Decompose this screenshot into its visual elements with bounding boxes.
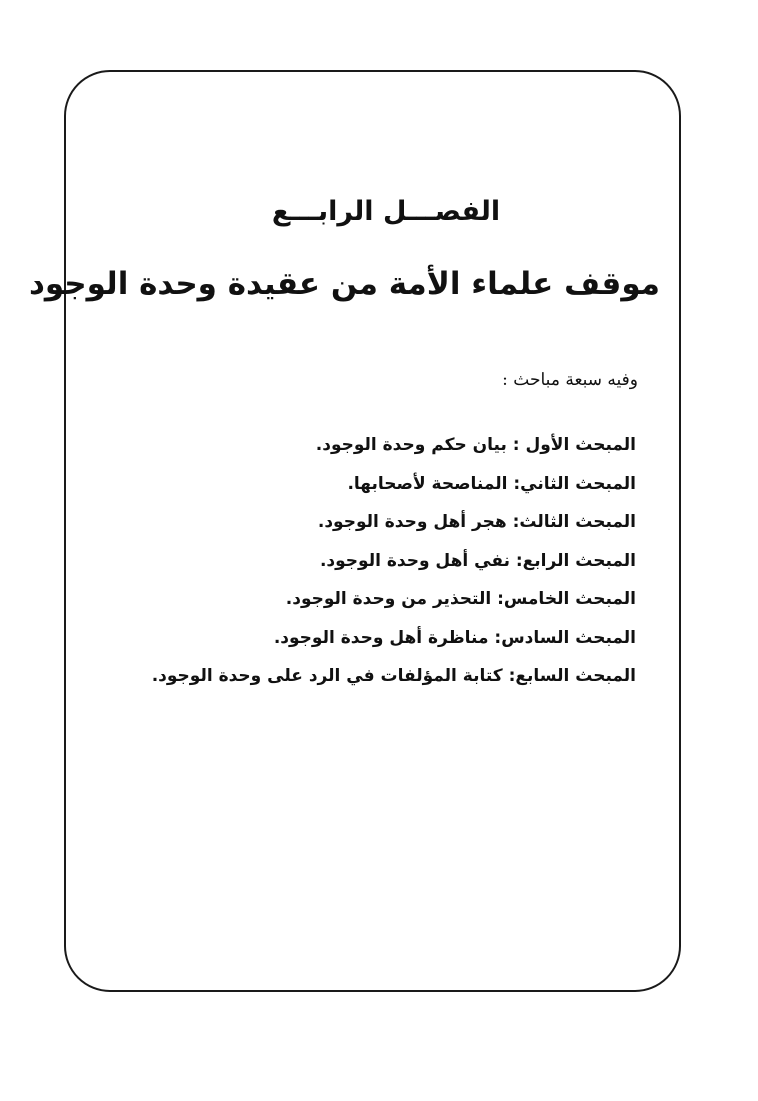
sections-list xyxy=(136,426,636,696)
section-item-5: المبحث الخامس: التحذير من وحدة الوجود. xyxy=(285,589,636,609)
section-item-7: المبحث السابع: كتابة المؤلفات في الرد على وحدة الوجود. xyxy=(151,666,636,686)
chapter-label: الفصـــل الرابـــع xyxy=(271,196,501,227)
section-item-4: المبحث الرابع: نفي أهل وحدة الوجود. xyxy=(319,550,636,571)
sections-intro: وفيه سبعة مباحث : xyxy=(502,370,638,390)
section-item-1: المبحث الأول : بيان حكم وحدة الوجود. xyxy=(315,435,636,455)
chapter-title: موقف علماء الأمة من عقيدة وحدة الوجود xyxy=(28,266,660,302)
section-item-2: المبحث الثاني: المناصحة لأصحابها. xyxy=(347,473,636,494)
section-item-3: المبحث الثالث: هجر أهل وحدة الوجود. xyxy=(317,512,636,532)
section-item-6: المبحث السادس: مناظرة أهل وحدة الوجود. xyxy=(273,627,636,648)
